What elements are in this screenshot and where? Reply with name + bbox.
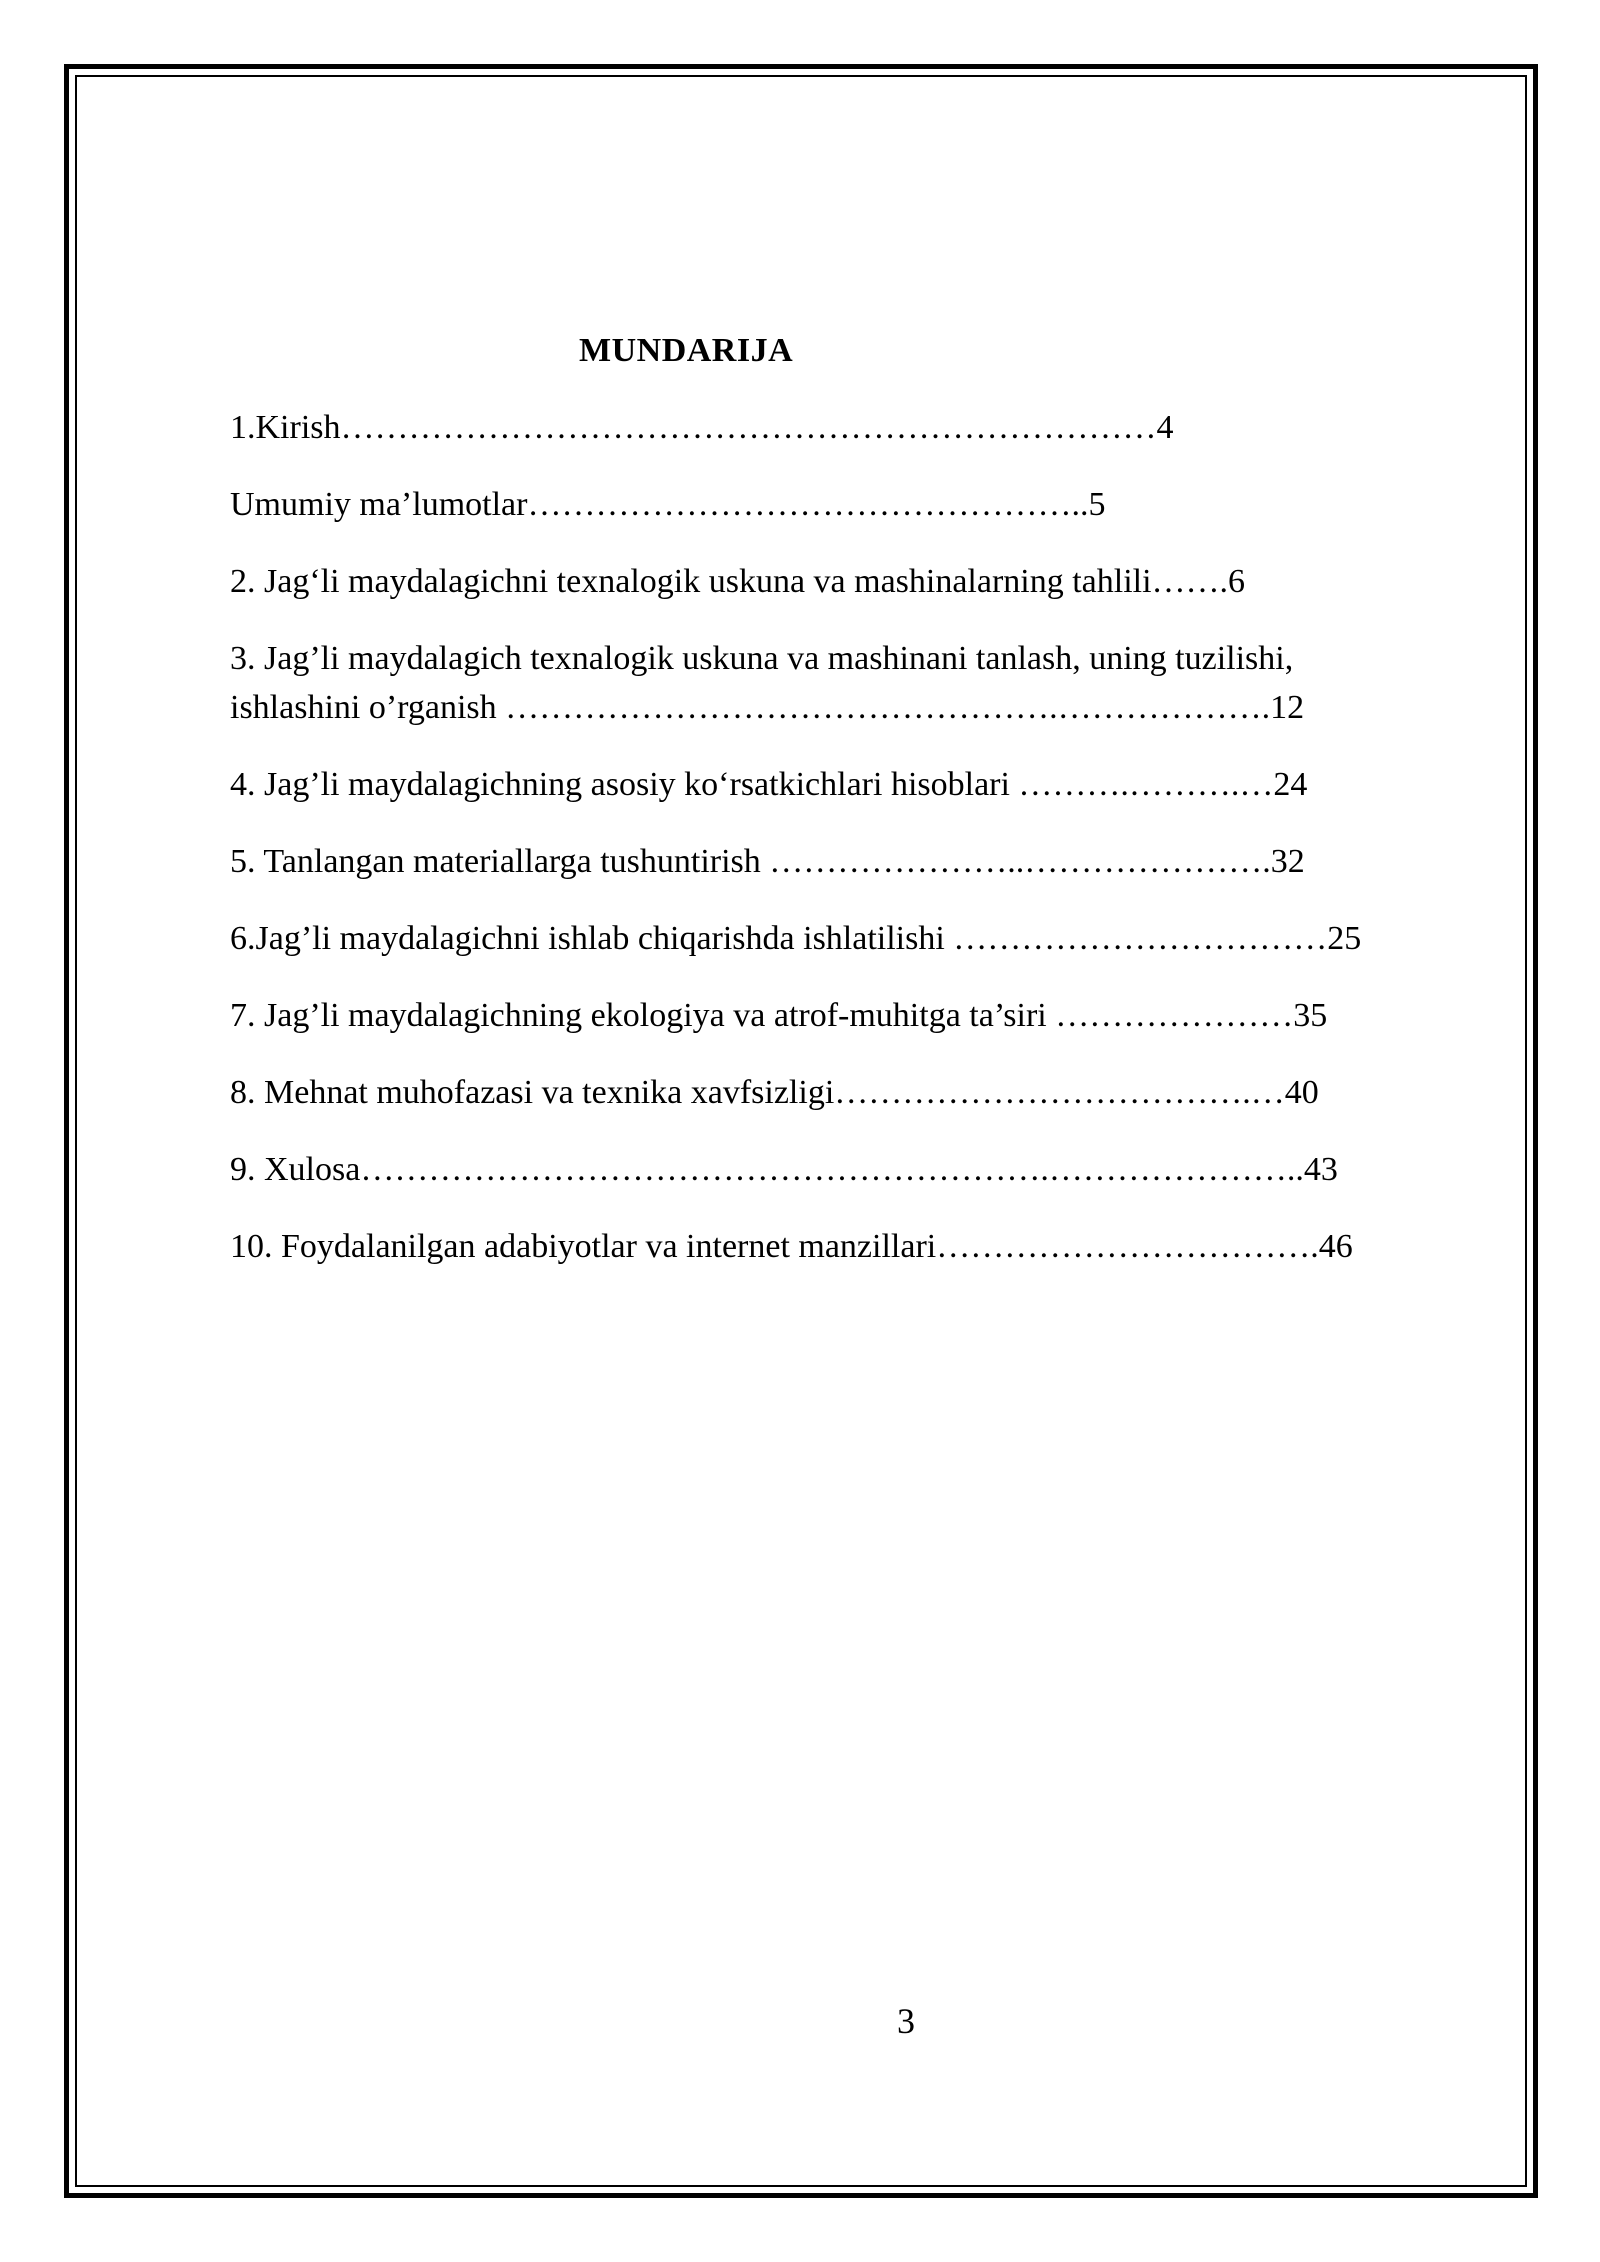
toc-entry-ishlatilishi: 6.Jag’li maydalagichni ishlab chiqarishda ishlatilishi ……………………………25 <box>230 920 1362 957</box>
toc-entry-mehnat-muhofazasi: 8. Mehnat muhofazasi va texnika xavfsizligi……………………………….…40 <box>230 1074 1319 1111</box>
toc-entry-kirish: 1.Kirish………………………………………………………………4 <box>230 409 1174 446</box>
toc-entry-tahlil: 2. Jag‘li maydalagichni texnalogik uskuna va mashinalarning tahlili…….6 <box>230 563 1246 600</box>
toc-entry-ekologiya: 7. Jag’li maydalagichning ekologiya va atrof-muhitga ta’siri …………………35 <box>230 997 1328 1034</box>
page-border-inner <box>75 75 1527 2187</box>
toc-entry-hisoblar: 4. Jag’li maydalagichning asosiy ko‘rsatkichlari hisoblari ……….……….…24 <box>230 766 1308 803</box>
toc-entry-tanlash-line1: 3. Jag’li maydalagich texnalogik uskuna va mashinani tanlash, uning tuzilishi, <box>230 640 1294 677</box>
toc-entry-xulosa: 9. Xulosa…………………………………………………….…………………..43 <box>230 1151 1338 1188</box>
toc-title: MUNDARIJA <box>579 332 794 369</box>
page-number: 3 <box>897 2001 915 2041</box>
toc-entry-adabiyotlar: 10. Foydalanilgan adabiyotlar va internet manzillari…………………………….46 <box>230 1228 1353 1265</box>
toc-entry-umumiy-malumotlar: Umumiy ma’lumotlar…………………………………………..5 <box>230 486 1106 523</box>
toc-entry-tanlash-line2: ishlashini o’rganish ………………………………………….……………….12 <box>230 689 1305 726</box>
toc-entry-materiallar: 5. Tanlangan materiallarga tushuntirish …………………..………………….32 <box>230 843 1305 880</box>
